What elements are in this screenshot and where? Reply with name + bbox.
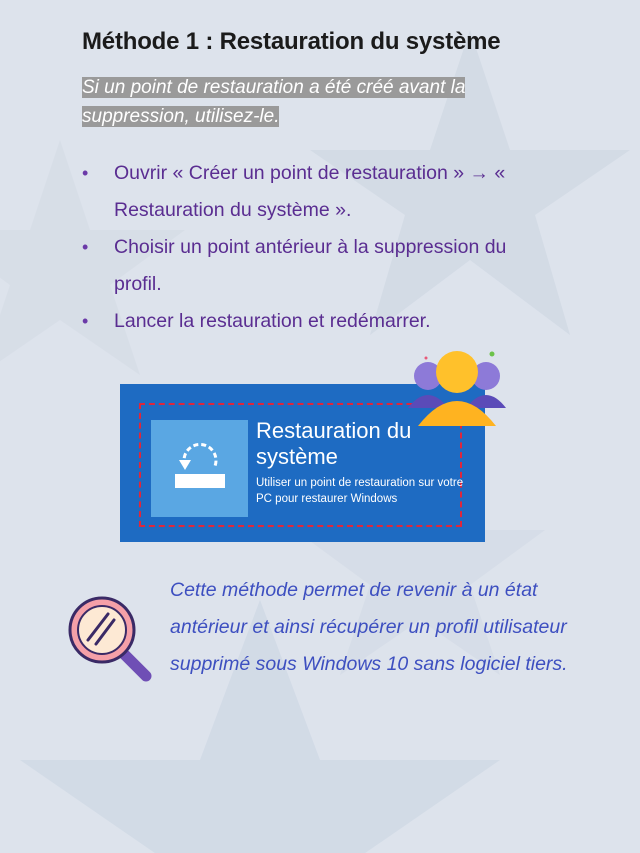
step-item — [82, 155, 552, 229]
intro-note — [82, 73, 532, 131]
steps-list — [82, 155, 552, 340]
step-text: Lancer la restauration et redémarrer. — [114, 310, 431, 332]
step-item — [82, 303, 552, 340]
step-text: Ouvrir « Créer un point de restauration » → « Restauration du système ». — [114, 162, 506, 221]
system-restore-subtitle: Utiliser un point de restauration sur votre PC pour restaurer Windows — [256, 477, 464, 505]
bullet-icon: • — [82, 311, 89, 331]
users-group-icon — [400, 346, 515, 436]
magnifier-icon — [64, 592, 159, 687]
page-title: Méthode 1 : Restauration du système — [82, 28, 501, 55]
step-text: Choisir un point antérieur à la suppression du profil. — [114, 236, 507, 295]
intro-text: Si un point de restauration a été créé avant la suppression, utilisez-le. — [82, 77, 466, 127]
step-item — [82, 229, 552, 303]
bullet-icon: • — [82, 237, 89, 257]
conclusion-text: Cette méthode permet de revenir à un état antérieur et ainsi récupérer un profil utilisateur supprimé sous Windows 10 sans logiciel tiers. — [170, 579, 568, 675]
bullet-icon: • — [82, 163, 89, 183]
system-restore-title[interactable]: Restauration du système — [256, 418, 412, 469]
